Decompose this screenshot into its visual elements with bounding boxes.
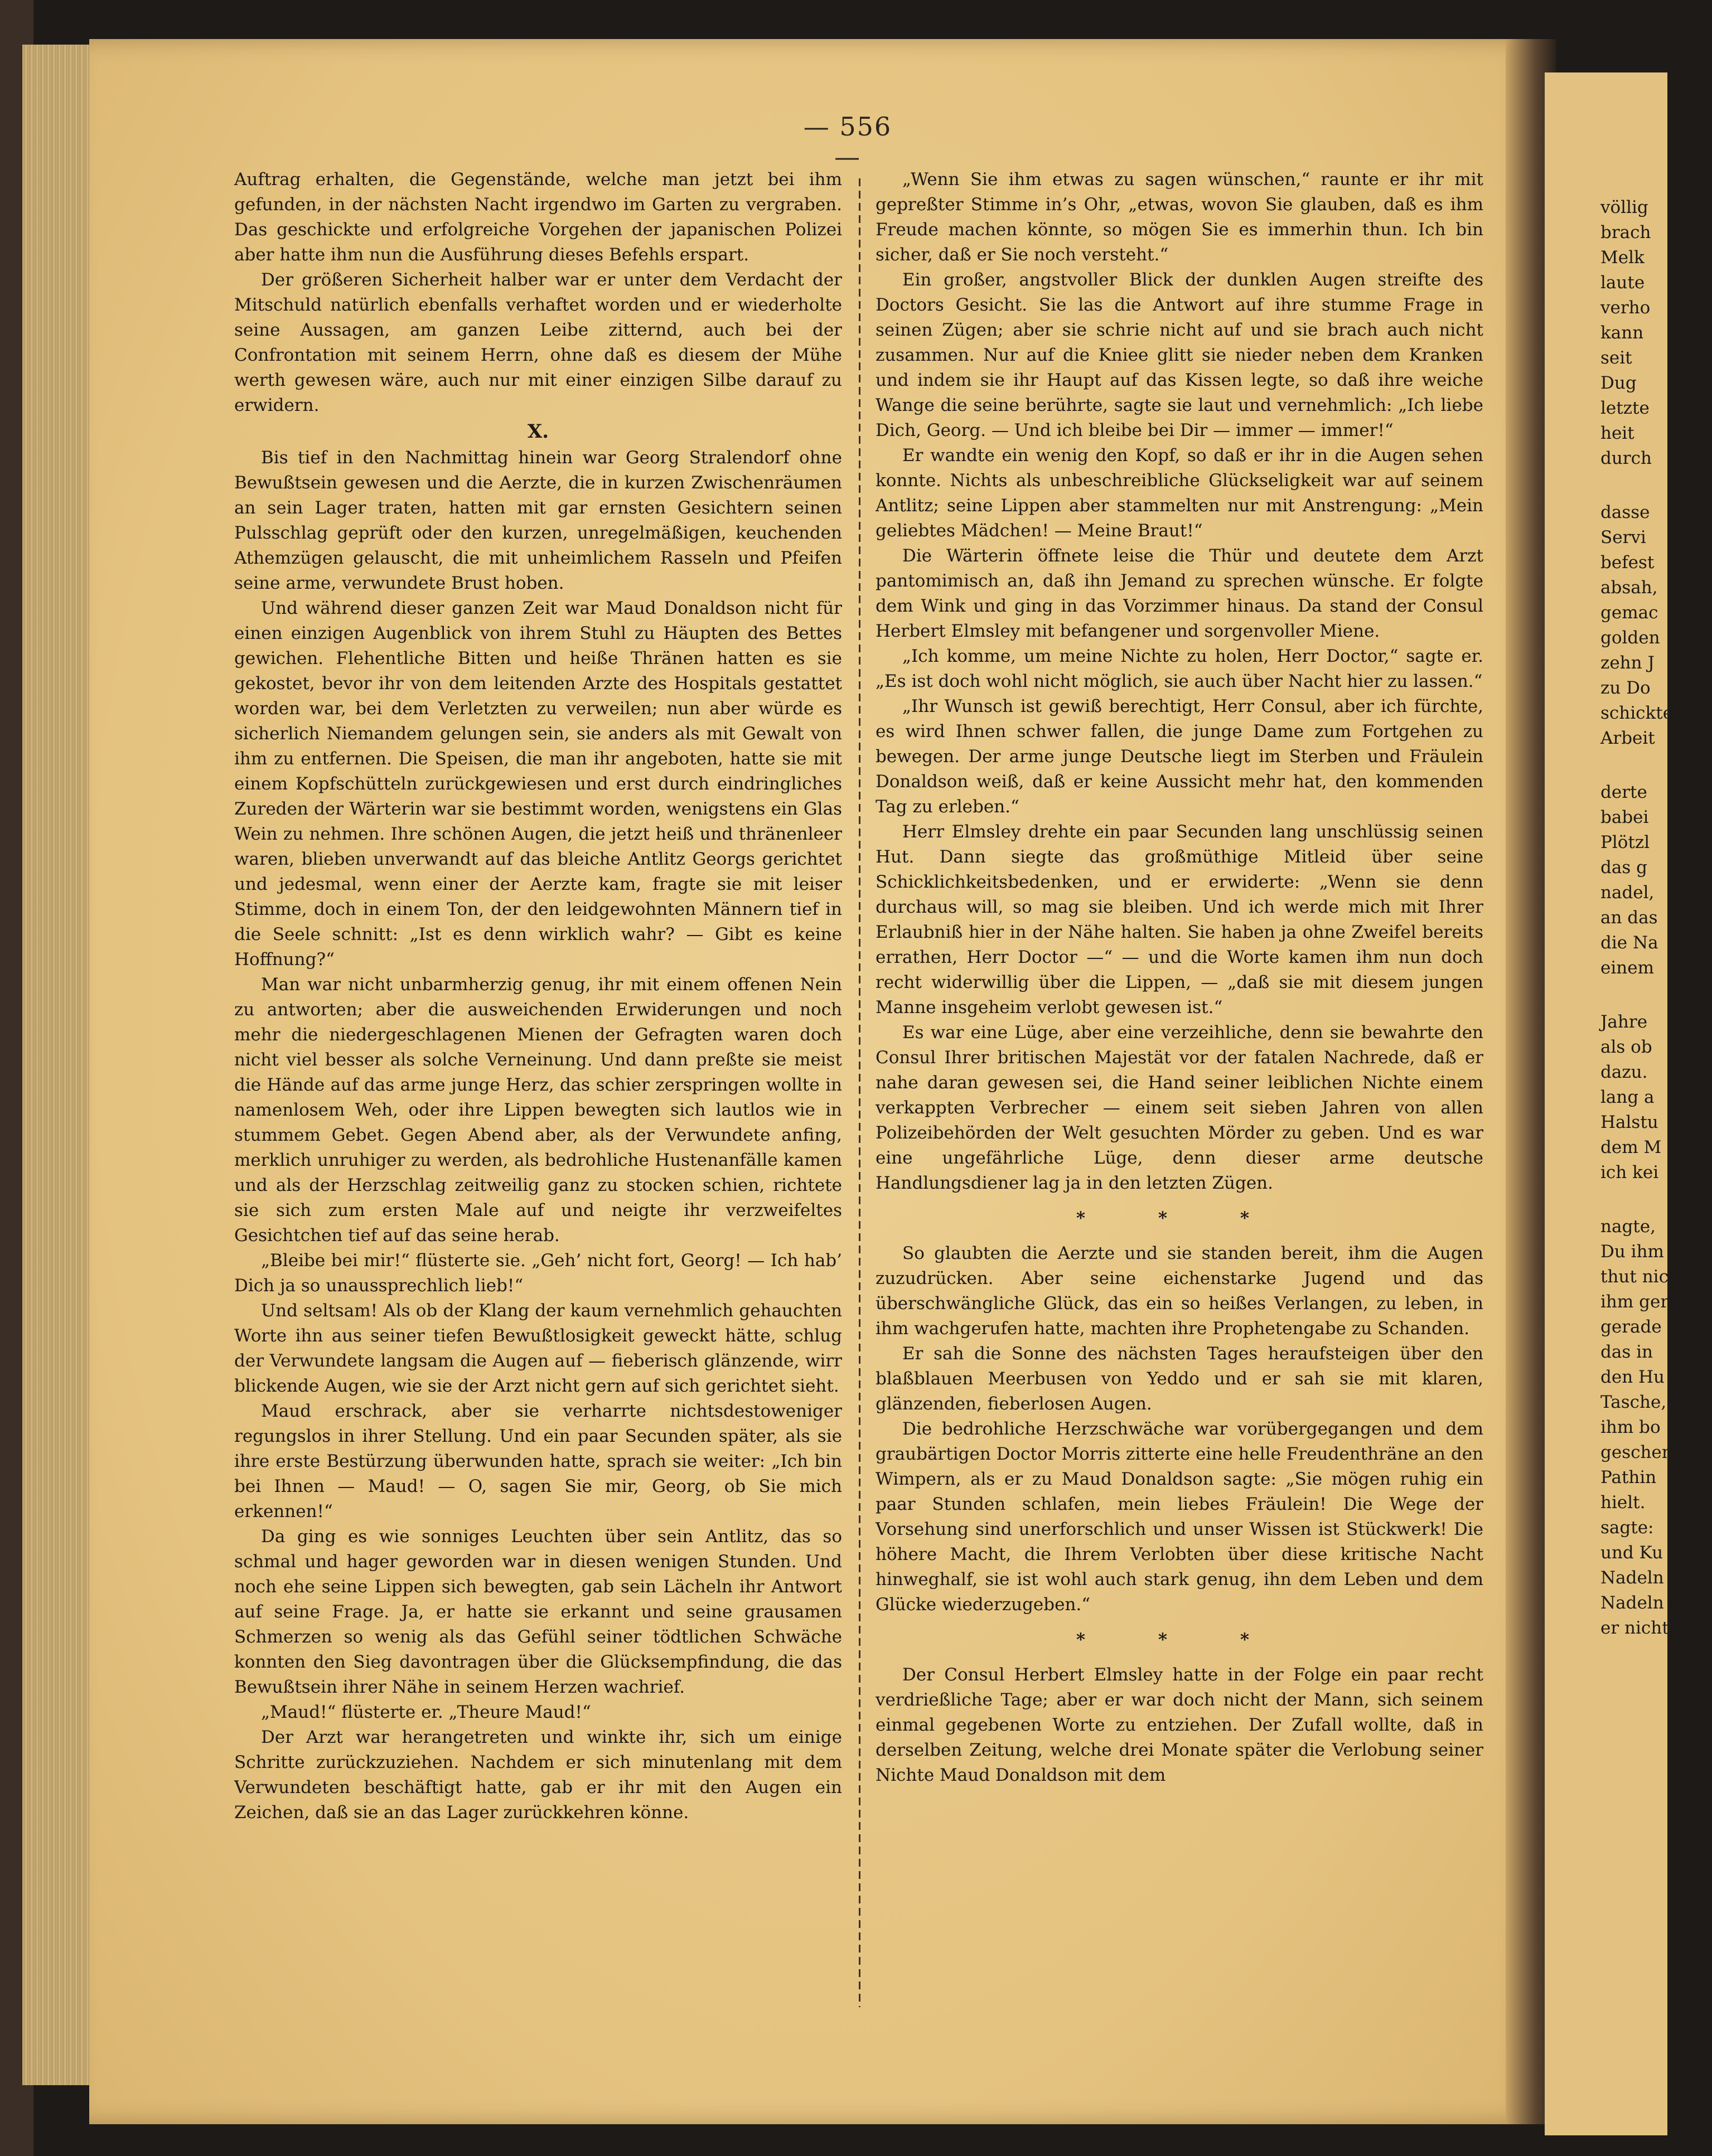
facing-page-line: zu Do xyxy=(1600,678,1651,698)
facing-page-line: Dug xyxy=(1600,373,1637,393)
facing-page-line: als ob xyxy=(1600,1037,1652,1057)
facing-page-line: kann xyxy=(1600,323,1644,343)
facing-page-line: er nicht, xyxy=(1600,1618,1675,1638)
facing-page-line: Arbeit xyxy=(1600,728,1655,748)
paragraph: Der Arzt war herangetreten und winkte ihr, sich um einige Schritte zurückzuziehen. Nachdem er sich minutenlang mit dem Verwundeten beschäftigt hatte, gab er ihr mit den Augen ein Zeichen, daß sie an das Lager zurückkehren könne. xyxy=(234,1727,842,1823)
facing-page-line: lang a xyxy=(1600,1087,1655,1107)
paragraph: Der größeren Sicherheit halber war er unter dem Verdacht der Mitschuld natürlich ebenfalls verhaftet worden und er wiederholte seine Aussagen, am ganzen Leibe zitternd, auch bei der Confrontation mit seinem Herrn, ohne daß es diesem der Mühe werth gewesen wäre, auch nur mit einer einzigen Silbe darauf zu erwidern. xyxy=(234,270,842,415)
paragraph: „Ich komme, um meine Nichte zu holen, Herr Doctor,“ sagte er. „Es ist doch wohl nicht möglich, sie auch über Nacht hier zu lassen.“ xyxy=(876,646,1483,691)
facing-page-line: völlig xyxy=(1600,197,1648,217)
facing-page-line: Pathin xyxy=(1600,1467,1657,1488)
facing-page-line: Du ihm xyxy=(1600,1242,1664,1262)
facing-page-line: das in xyxy=(1600,1342,1653,1362)
column-rule xyxy=(859,178,860,2007)
facing-page-line: sagte: xyxy=(1600,1518,1654,1538)
facing-page-line: hielt. xyxy=(1600,1493,1646,1513)
left-column xyxy=(234,167,842,1825)
paragraph: Und seltsam! Als ob der Klang der kaum vernehmlich gehauchten Worte ihn aus seiner tiefen Bewußtlosigkeit geweckt hätte, schlug der Verwundete langsam die Augen auf — fieberisch glänzende, wirr blickende Augen, wie sie der Arzt nicht gern auf sich gerichtet sieht. xyxy=(234,1301,842,1396)
facing-page-line: dasse xyxy=(1600,502,1650,522)
facing-page-line: laute xyxy=(1600,273,1645,293)
facing-page-line: letzte xyxy=(1600,398,1650,418)
facing-page-line: dazu. xyxy=(1600,1062,1648,1082)
facing-page-line: Halstu xyxy=(1600,1112,1658,1132)
facing-page-line: Nadeln xyxy=(1600,1568,1664,1588)
paragraph: Und während dieser ganzen Zeit war Maud Donaldson nicht für einen einzigen Augenblick von ihrem Stuhl zu Häupten des Bettes gewichen. Flehentliche Bitten und heiße Thränen hatten es sie gekostet, bevor ihr von dem leitenden Arzte des Hospitals gestattet worden war, bei dem Verletzten zu verweilen; nun aber würde es sicherlich Niemandem gelungen sein, sie anders als mit Gewalt von ihm zu entfernen. Die Speisen, die man ihr angeboten, hatte sie mit einem Kopfschütteln zurückgewiesen und erst durch eindringliches Zureden der Wärterin war sie bestimmt worden, wenigstens ein Glas Wein zu nehmen. Ihre schönen Augen, die jetzt heiß und thränenleer waren, blieben unverwandt auf das bleiche Antlitz Georgs gerichtet und jedesmal, wenn einer der Aerzte kam, fragte sie mit leiser Stimme, doch in einem Ton, der den leidgewohnten Männern tief in die Seele schnitt: „Ist es denn wirklich wahr? — Gibt es keine Hoffnung?“ xyxy=(234,598,842,970)
facing-page-line: befest xyxy=(1600,553,1655,573)
facing-page-line: verho xyxy=(1600,298,1651,318)
chapter-heading: X. xyxy=(527,420,549,443)
facing-page-line: derte xyxy=(1600,782,1647,802)
facing-page-line: gerade xyxy=(1600,1317,1662,1337)
paragraph: Man war nicht unbarmherzig genug, ihr mit einem offenen Nein zu antworten; aber die ausweichenden Erwiderungen und noch mehr die niedergeschlagenen Mienen der Gefragten waren doch nicht viel besser als solche Verneinung. Und dann preßte sie meist die Hände auf das arme junge Herz, das schier zerspringen wollte in namenlosem Weh, oder ihre Lippen bewegten sich lautlos wie in stummem Gebet. Gegen Abend aber, als der Verwundete anfing, merklich unruhiger zu werden, als bedrohliche Hustenanfälle kamen und als der Herzschlag zeitweilig ganz zu stocken schien, richtete sie sich zum ersten Male auf und neigte ihr verzweifeltes Gesichtchen tief auf das seine herab. xyxy=(234,975,842,1246)
paragraph: Maud erschrack, aber sie verharrte nichtsdestoweniger regungslos in ihrer Stellung. Und ein paar Secunden später, als sie ihre erste Bestürzung überwunden hatte, sprach sie weiter: „Ich bin bei Ihnen — Maud! — O, sagen Sie mir, Georg, ob Sie mich erkennen!“ xyxy=(234,1401,842,1522)
facing-page-line: seit xyxy=(1600,348,1632,368)
facing-page-line: nadel, xyxy=(1600,883,1655,903)
facing-page-line: gemac xyxy=(1600,603,1658,623)
paragraph: Da ging es wie sonniges Leuchten über sein Antlitz, das so schmal und hager geworden war in diesen wenigen Stunden. Und noch ehe seine Lippen sich bewegten, gab sein Lächeln ihr Antwort auf seine Frage. Ja, er hatte sie erkannt und seine grausamen Schmerzen so wenig als das Gefühl seiner tödtlichen Schwäche konnten den Sieg davontragen über die Glücksempfindung, die das Bewußtsein ihrer Nähe in seinem Herzen wachrief. xyxy=(234,1527,842,1697)
page-number: — 556 — xyxy=(803,112,892,172)
paragraph: Es war eine Lüge, aber eine verzeihliche, denn sie bewahrte den Consul Ihrer britischen Majestät vor der fatalen Nachrede, daß er nahe daran gewesen sei, die Hand seiner leiblichen Nichte einem verkappten Verbrecher — einem seit sieben Jahren von allen Polizeibehörden der Welt gesuchten Mörder zu geben. Und es war eine ungefährliche Lüge, denn dieser arme deutsche Handlungsdiener lag ja in den letzten Zügen. xyxy=(876,1023,1483,1193)
facing-page-line: das g xyxy=(1600,857,1647,878)
facing-page-line: geschenk xyxy=(1600,1442,1684,1462)
facing-page-line: Tasche, xyxy=(1600,1392,1667,1412)
facing-page-line: durch xyxy=(1600,448,1652,468)
facing-page-line: einem xyxy=(1600,958,1654,978)
paragraph: „Bleibe bei mir!“ flüsterte sie. „Geh’ nicht fort, Georg! — Ich hab’ Dich ja so unaussprechlich lieb!“ xyxy=(234,1251,842,1296)
facing-page-line: absah, xyxy=(1600,578,1658,598)
facing-page-line: und Ku xyxy=(1600,1543,1663,1563)
section-divider: * * * xyxy=(1076,1208,1283,1228)
facing-page-line: Jahre xyxy=(1600,1012,1648,1032)
facing-page-line: nagte, xyxy=(1600,1217,1656,1237)
facing-page-line: an das xyxy=(1600,908,1658,928)
facing-page-line: Servi xyxy=(1600,527,1646,548)
facing-page-line: Melk xyxy=(1600,248,1645,268)
paragraph: Herr Elmsley drehte ein paar Secunden lang unschlüssig seinen Hut. Dann siegte das großmüthige Mitleid über seine Schicklichkeitsbedenken, und er erwiderte: „Wenn sie denn durchaus will, so mag sie bleiben. Und ich werde mich mit Ihrer Erlaubniß hier in der Nähe halten. Sie haben ja ohne Zweifel bereits errathen, Herr Doctor —“ — und die Worte kamen ihm nun doch recht widerwillig über die Lippen, — „daß sie mit diesem jungen Manne insgeheim verlobt gewesen ist.“ xyxy=(876,822,1483,1018)
facing-page-line: Nadeln e xyxy=(1600,1593,1680,1613)
paragraph: „Maud!“ flüsterte er. „Theure Maud!“ xyxy=(261,1702,591,1722)
section-divider: * * * xyxy=(1076,1630,1283,1650)
facing-page-line: ich kei xyxy=(1600,1162,1659,1183)
facing-page-line: golden xyxy=(1600,628,1660,648)
paragraph: So glaubten die Aerzte und sie standen bereit, ihm die Augen zuzudrücken. Aber seine eichenstarke Jugend und das überschwängliche Glück, das ein so heißes Verlangen, zu leben, in ihm wachgerufen hatte, machten ihre Prophetengabe zu Schanden. xyxy=(876,1243,1483,1339)
facing-page-line: schickte xyxy=(1600,703,1674,723)
facing-page-line: ihm ger xyxy=(1600,1292,1669,1312)
paragraph: Bis tief in den Nachmittag hinein war Georg Stralendorf ohne Bewußtsein gewesen und die Aerzte, die in kurzen Zwischenräumen an sein Lager traten, hatten mit gar ernsten Gesichtern seinen Pulsschlag geprüft oder den kurzen, unregelmäßigen, keuchenden Athemzügen gelauscht, die mit unheimlichem Rasseln und Pfeifen seine arme, verwundete Brust hoben. xyxy=(234,448,842,593)
paragraph: Er sah die Sonne des nächsten Tages heraufsteigen über den blaßblauen Meerbusen von Yeddo und er sah sie mit klaren, glänzenden, fieberlosen Augen. xyxy=(876,1344,1483,1414)
paragraph: „Wenn Sie ihm etwas zu sagen wünschen,“ raunte er ihr mit gepreßter Stimme in’s Ohr, „etwas, wovon Sie glauben, daß es ihm Freude machen könnte, so mögen Sie es immerhin thun. Ich bin sicher, daß er Sie noch versteht.“ xyxy=(876,169,1483,265)
facing-page-line: zehn J xyxy=(1600,653,1655,673)
facing-page-line: thut nic xyxy=(1600,1267,1669,1287)
facing-page-line: dem M xyxy=(1600,1137,1662,1157)
facing-page-line: babei xyxy=(1600,807,1649,827)
facing-page-line: Plötzl xyxy=(1600,832,1650,852)
facing-page-line: die Na xyxy=(1600,933,1658,953)
paragraph: „Ihr Wunsch ist gewiß berechtigt, Herr Consul, aber ich fürchte, es wird Ihnen schwer fallen, die junge Dame zum Fortgehen zu bewegen. Der arme junge Deutsche liegt im Sterben und Fräulein Donaldson weiß, daß er keine Aussicht mehr hat, den kommenden Tag zu erleben.“ xyxy=(876,696,1483,817)
facing-page-column xyxy=(1600,195,1712,1641)
paragraph: Ein großer, angstvoller Blick der dunklen Augen streifte des Doctors Gesicht. Sie las die Antwort auf ihre stumme Frage in seinen Zügen; aber sie schrie nicht auf und sie brach auch nicht zusammen. Nur auf die Kniee glitt sie nieder neben dem Kranken und indem sie ihr Haupt auf das Kissen legte, so daß ihre weiche Wange die seine berührte, sagte sie laut und vernehmlich: „Ich liebe Dich, Georg. — Und ich bleibe bei Dir — immer — immer!“ xyxy=(876,270,1483,440)
paragraph: Die bedrohliche Herzschwäche war vorübergegangen und dem graubärtigen Doctor Morris zitterte eine helle Freudenthräne an den Wimpern, als er zu Maud Donaldson sagte: „Sie mögen ruhig ein paar Stunden schlafen, mein liebes Fräulein! Die Wege der Vorsehung sind unerforschlich und unser Wissen ist Stückwerk! Die höhere Macht, die Ihrem Verlobten über diese kritische Nacht hinweghalf, sie ist wohl auch stark genug, ihn dem Leben und dem Glücke wiederzugeben.“ xyxy=(876,1419,1483,1615)
facing-page-line: den Hu xyxy=(1600,1367,1665,1387)
paragraph: Die Wärterin öffnete leise die Thür und deutete dem Arzt pantomimisch an, daß ihn Jemand zu sprechen wünsche. Er folgte dem Wink und ging in das Vorzimmer hinaus. Da stand der Consul Herbert Elmsley mit befangener und sorgenvoller Miene. xyxy=(876,546,1483,641)
facing-page-line: ihm bo xyxy=(1600,1417,1661,1437)
facing-page-line: brach xyxy=(1600,222,1651,243)
facing-page-line: heit xyxy=(1600,423,1634,443)
right-column xyxy=(876,167,1483,1788)
paragraph: Auftrag erhalten, die Gegenstände, welche man jetzt bei ihm gefunden, in der nächsten Nacht irgendwo im Garten zu vergraben. Das geschickte und erfolgreiche Vorgehen der japanischen Polizei aber hatte ihm nun die Ausführung dieses Befehls erspart. xyxy=(234,169,842,265)
paragraph: Er wandte ein wenig den Kopf, so daß er ihr in die Augen sehen konnte. Nichts als unbeschreibliche Glückseligkeit war auf seinem Antlitz; seine Lippen aber stammelten nur mit Anstrengung: „Mein geliebtes Mädchen! — Meine Braut!“ xyxy=(876,445,1483,541)
paragraph: Der Consul Herbert Elmsley hatte in der Folge ein paar recht verdrießliche Tage; aber er war doch nicht der Mann, sich seinem einmal gegebenen Worte zu entziehen. Der Zufall wollte, daß in derselben Zeitung, welche drei Monate später die Verlobung seiner Nichte Maud Donaldson mit dem xyxy=(876,1665,1483,1785)
